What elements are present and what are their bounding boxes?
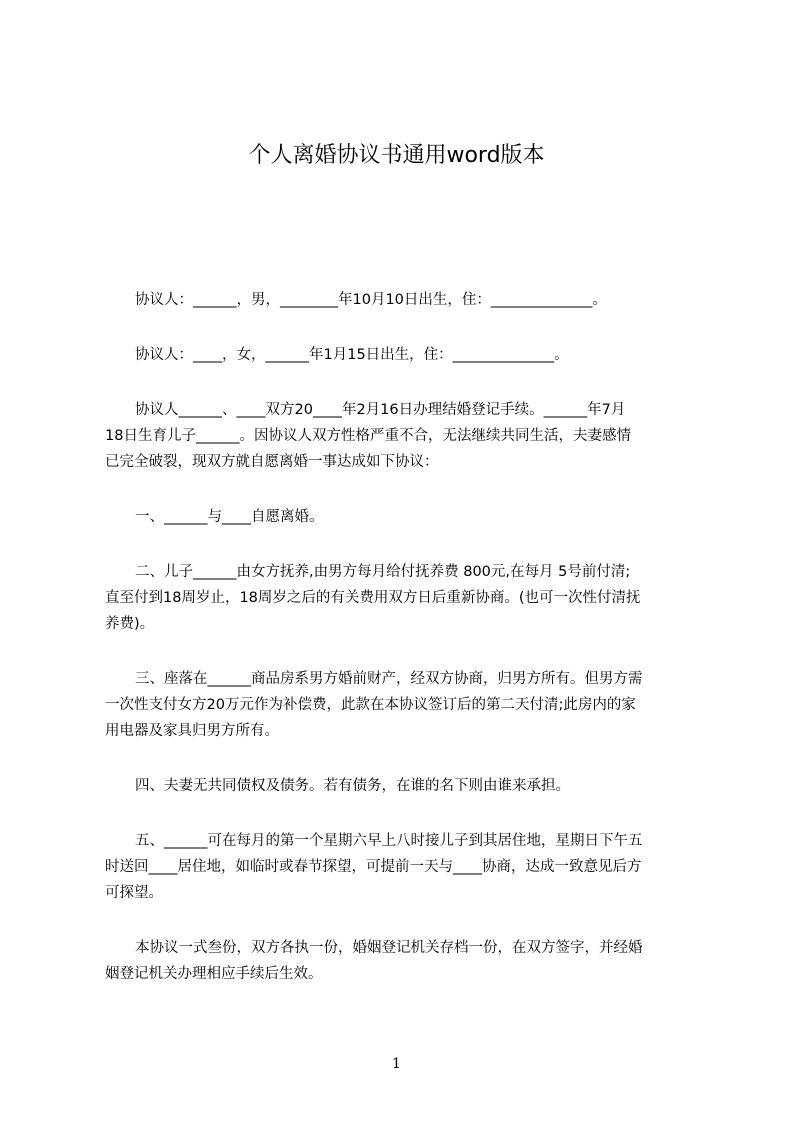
paragraph-line: 时送回____居住地，如临时或春节探望，可提前一天与____协商，达成一致意见后方	[105, 859, 642, 875]
paragraph-line: 用电器及家具归男方所有。	[105, 723, 279, 739]
paragraph-closing	[105, 935, 698, 987]
paragraph-line: 协议人：______，男，________年10月10日出生，住：______________。	[135, 292, 607, 308]
paragraph-party-female	[105, 342, 698, 368]
paragraph-line: 养费)。	[105, 616, 155, 632]
paragraph-clause-4	[105, 773, 698, 799]
paragraph-line: 18日生育儿子______。因协议人双方性格严重不合，无法继续共同生活，夫妻感情	[105, 428, 631, 444]
paragraph-line: 本协议一式叁份，双方各执一份，婚姻登记机关存档一份，在双方签字，并经婚	[135, 940, 643, 956]
paragraph-party-male	[105, 287, 698, 313]
paragraph-line: 一次性支付女方20万元作为补偿费，此款在本协议签订后的第二天付清;此房内的家	[105, 697, 636, 713]
paragraph-clause-5	[105, 828, 698, 906]
paragraph-line: 四、夫妻无共同债权及债务。若有债务，在谁的名下则由谁来承担。	[135, 778, 570, 794]
paragraph-line: 已完全破裂，现双方就自愿离婚一事达成如下协议：	[105, 454, 439, 470]
page-number: 1	[392, 1056, 401, 1072]
paragraph-line: 二、儿子______由女方抚养,由男方每月给付抚养费 800元,在每月 5号前付清;	[135, 564, 631, 580]
paragraph-line: 协议人：____，女，______年1月15日出生，住：______________。	[135, 347, 569, 363]
paragraph-line: 三、座落在______商品房系男方婚前财产，经双方协商，归男方所有。但男方需	[135, 671, 643, 687]
paragraph-line: 可探望。	[105, 885, 163, 901]
paragraph-line: 一、______与____自愿离婚。	[135, 509, 324, 525]
paragraph-line: 直至付到18周岁止，18周岁之后的有关费用双方日后重新协商。(也可一次性付清抚	[105, 590, 641, 606]
paragraph-line: 协议人______、____双方20____年2月16日办理结婚登记手续。______年7月	[135, 402, 626, 418]
document-body	[105, 287, 698, 1016]
paragraph-line: 姻登记机关办理相应手续后生效。	[105, 966, 323, 982]
document-title: 个人离婚协议书通用word版本	[248, 143, 545, 168]
paragraph-clause-2	[105, 559, 698, 637]
paragraph-clause-3	[105, 666, 698, 744]
paragraph-clause-1	[105, 504, 698, 530]
paragraph-line: 五、______可在每月的第一个星期六早上八时接儿子到其居住地，星期日下午五	[135, 833, 643, 849]
paragraph-background	[105, 397, 698, 475]
